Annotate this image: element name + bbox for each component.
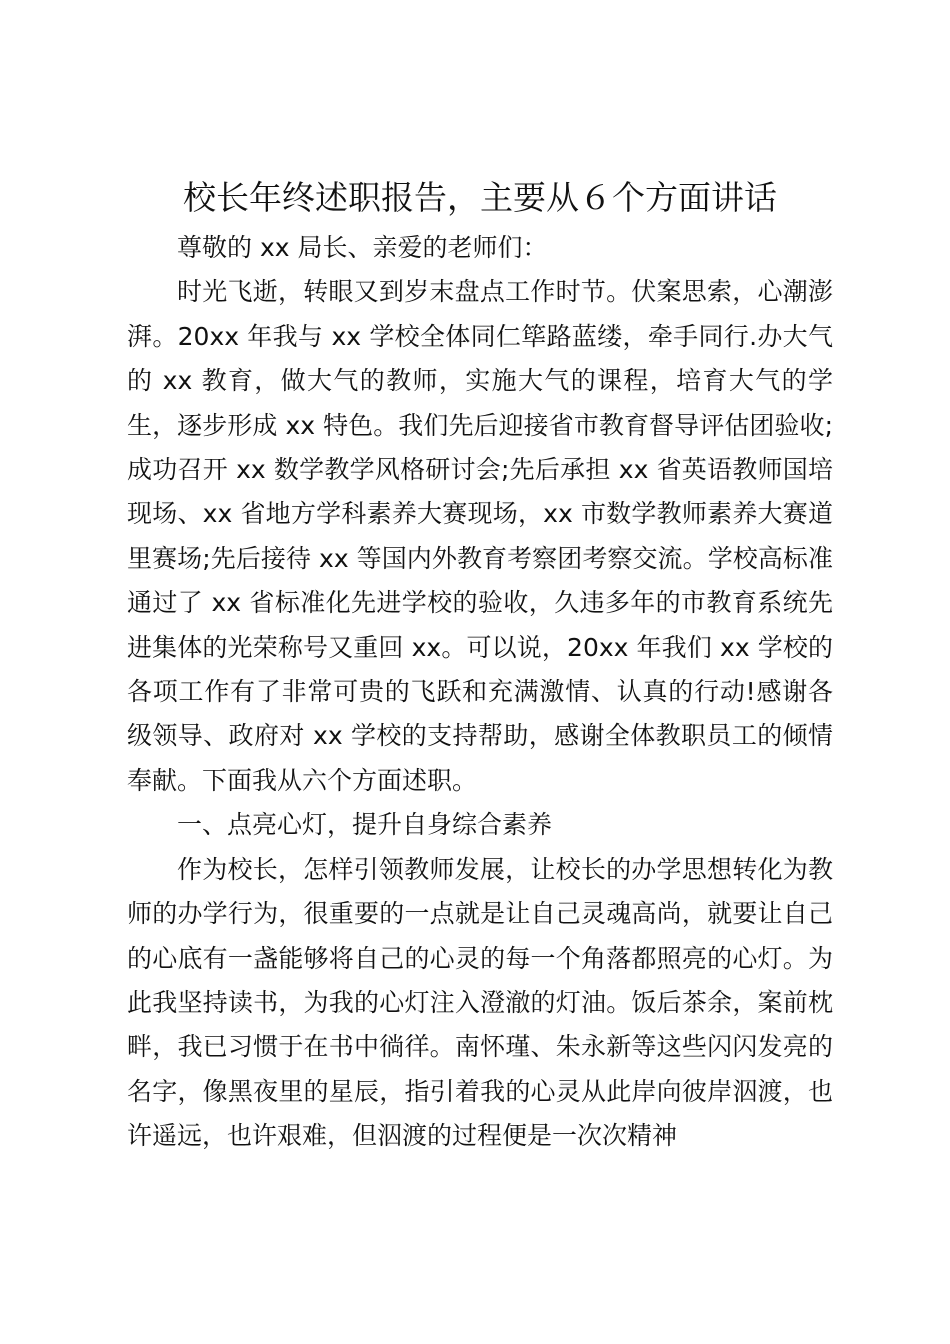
document-title: 校长年终述职报告，主要从６个方面讲话 — [183, 178, 777, 217]
section-heading: 一、点亮心灯，提升自身综合素养 — [177, 810, 553, 840]
salutation: 尊敬的 xx 局长、亲爱的老师们： — [177, 233, 548, 262]
section-paragraph: 作为校长，怎样引领教师发展，让校长的办学思想转化为教师的办学行为，很重要的一点就是让自己灵魂高尚，就要让自己的心底有一盏能够将自己的心灵的每一个角落都照亮的心灯。为此我坚持读书，为我的心灯注入澄澈的灯油。饭后茶余，案前枕畔，我已习惯于在书中徜徉。南怀瑾、朱永新等这些闪闪发亮的名字，像黑夜里的星辰，指引着我的心灵从此岸向彼岸泅渡，也许遥远，也许艰难，但泅渡的过程便是一次次精神 — [127, 854, 833, 1151]
body-paragraph: 时光飞逝，转眼又到岁末盘点工作时节。伏案思索，心潮澎湃。20xx 年我与 xx 学校全体同仁筚路蓝缕，牵手同行.办大气的 xx 教育，做大气的教师，实施大气的课程，培育大气的学生，逐步形成 xx 特色。我们先后迎接省市教育督导评估团验收;成功召开 xx 数学教学风格研讨会;先后承担 xx 省英语教师国培现场、xx 省地方学科素养大赛现场，xx 市数学教师素养大赛道里赛场;先后接待 xx 等国内外教育考察团考察交流。学校高标准通过了 xx 省标准化先进学校的验收，久违多年的市教育系统先进集体的光荣称号又重回 xx。可以说，20xx 年我们 xx 学校的各项工作有了非常可贵的飞跃和充满激情、认真的行动!感谢各级领导、政府对 xx 学校的支持帮助，感谢全体教职员工的倾情奉献。下面我从六个方面述职。 — [127, 277, 833, 795]
document-page — [127, 170, 833, 1159]
